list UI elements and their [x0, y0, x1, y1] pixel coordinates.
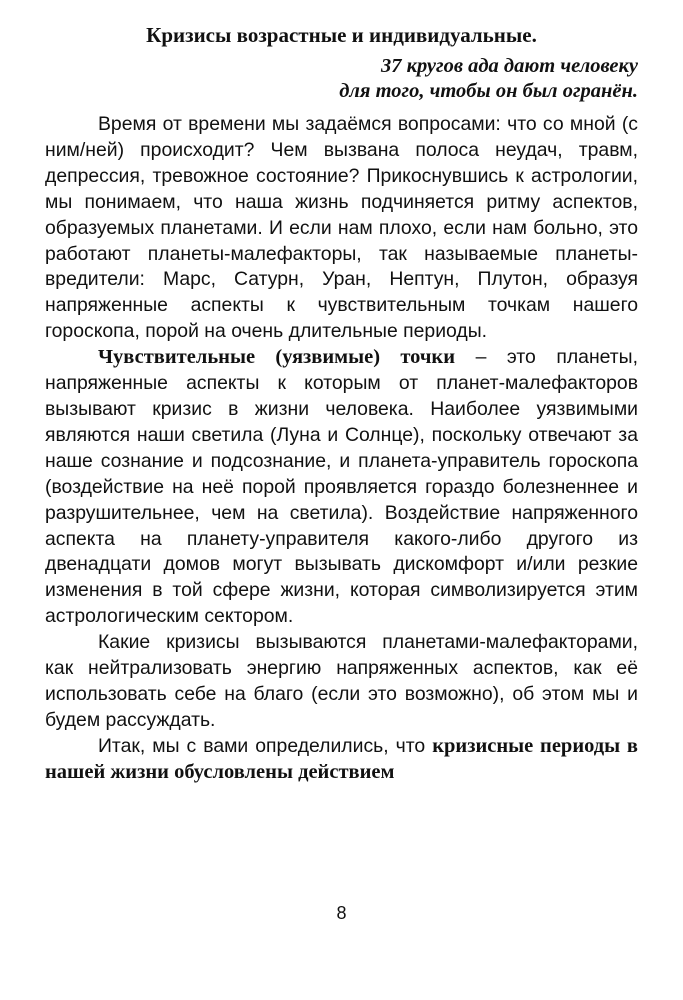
document-page — [45, 22, 638, 786]
paragraph-2 — [45, 345, 638, 630]
epigraph — [45, 54, 638, 104]
page-title: Кризисы возрастные и индивидуальные. — [146, 23, 537, 47]
page-number: 8 — [336, 903, 347, 923]
paragraph-2-text: – это планеты, напряженные аспекты к которым от планет-малефакторов вызывают кризис в жизни человека. Наиболее уязвимыми являются наши светила (Луна и Солнце), поскольку отвечают за наше сознание и подсознание, и планета-управитель гороскопа (воздействие на неё порой проявляется гораздо болезненнее и разрушительнее, чем на светила). Воздействие напряженного аспекта на планету-управителя какого-либо другого из двенадцати домов могут вызывать дискомфорт и/или резкие изменения в той сфере жизни, которая символизируется этим астрологическим сектором. — [45, 346, 639, 628]
sensitive-points-term: Чувствительные (уязвимые) точки — [98, 346, 456, 369]
paragraph-4-text: Итак, мы с вами определились, что — [98, 734, 433, 757]
epigraph-line-2: для того, чтобы он был огранён. — [339, 80, 638, 102]
crisis-periods-emphasis: кризисные периоды в нашей жизни обусловлены действием — [45, 734, 638, 783]
epigraph-line-1: 37 кругов ада дают человеку — [380, 55, 638, 77]
paragraph-1: Время от времени мы задаёмся вопросами: что со мной (с ним/ней) происходит? Чем вызвана полоса неудач, травм, депрессия, тревожное состояние? Прикоснувшись к астрологии, мы понимаем, что наша жизнь подчиняется ритму аспектов, образуемых планетами. И если нам плохо, если нам больно, это работают планеты-малефакторы, так называемые планеты-вредители: Марс, Сатурн, Уран, Нептун, Плутон, образуя напряженные аспекты к чувствительным точкам нашего гороскопа, порой на очень длительные периоды. — [45, 113, 638, 343]
paragraph-3: Какие кризисы вызываются планетами-малефакторами, как нейтрализовать энергию напряженных аспектов, как её использовать себе на благо (если это возможно), об этом мы и будем рассуждать. — [45, 631, 638, 731]
paragraph-4 — [45, 734, 638, 786]
